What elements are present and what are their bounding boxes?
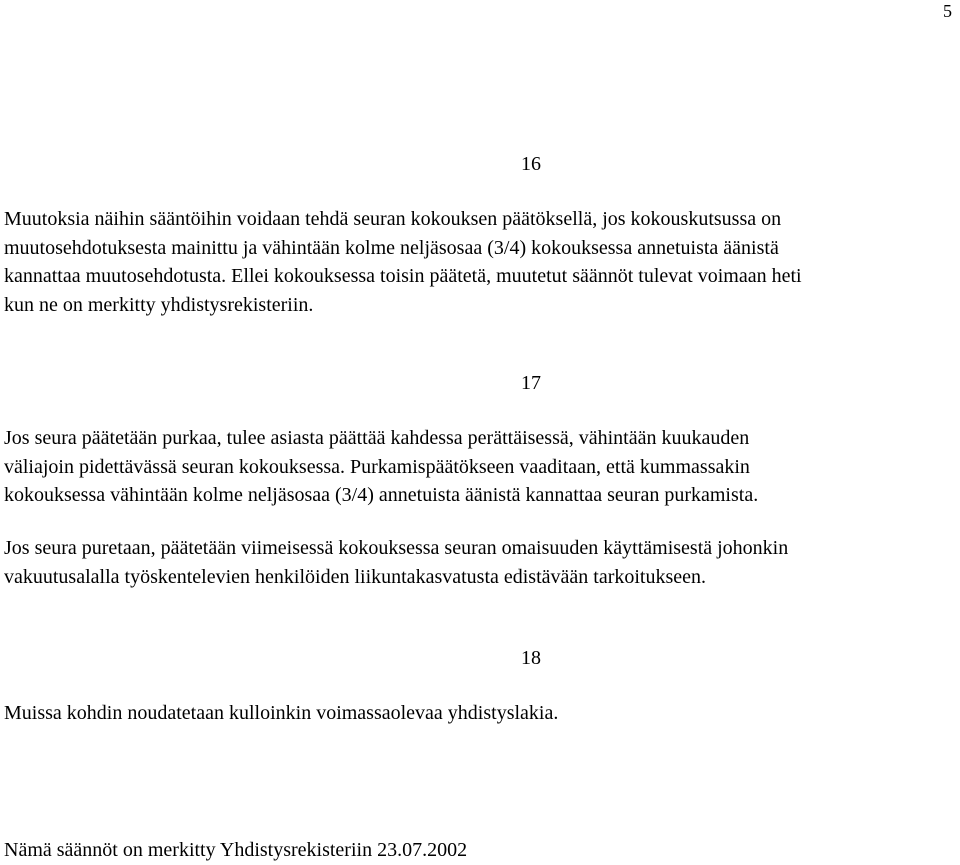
text-line: kokouksessa vähintään kolme neljäsosaa (3/4) annetuista äänistä kannattaa seuran purkamista. bbox=[4, 484, 759, 506]
text-line: kun ne on merkitty yhdistysrekisteriin. bbox=[4, 293, 314, 316]
text-line: Muutoksia näihin sääntöihin voidaan tehdä seuran kokouksen päätöksellä, jos kokouskutsussa on bbox=[4, 208, 782, 230]
text-line: Nämä säännöt on merkitty Yhdistysrekisteriin 23.07.2002 bbox=[4, 839, 468, 861]
section-number-17: 17 bbox=[521, 372, 541, 394]
text-line: Muissa kohdin noudatetaan kulloinkin voimassaolevaa yhdistyslakia. bbox=[4, 702, 559, 724]
registration-note bbox=[4, 836, 960, 865]
text-line: muutosehdotuksesta mainittu ja vähintään kolme neljäsosaa (3/4) kokouksessa annetuista äänistä bbox=[4, 236, 779, 259]
section-18-paragraph-1 bbox=[4, 699, 960, 728]
section-17-paragraph-2 bbox=[4, 534, 960, 591]
section-number-18: 18 bbox=[521, 647, 541, 669]
text-line: Jos seura puretaan, päätetään viimeisessä kokouksessa seuran omaisuuden käyttämisestä johonkin bbox=[4, 537, 789, 559]
text-line: väliajoin pidettävässä seuran kokouksessa. Purkamispäätökseen vaaditaan, että kummassakin bbox=[4, 455, 750, 478]
section-16-paragraph-1 bbox=[4, 205, 960, 319]
section-number-16: 16 bbox=[521, 153, 541, 175]
text-line: kannattaa muutosehdotusta. Ellei kokouksessa toisin päätetä, muutetut säännöt tulevat voimaan heti bbox=[4, 265, 802, 287]
text-line: vakuutusalalla työskentelevien henkilöiden liikuntakasvatusta edistävään tarkoitukseen. bbox=[4, 565, 707, 588]
section-17-paragraph-1 bbox=[4, 424, 960, 510]
text-line: Jos seura päätetään purkaa, tulee asiasta päättää kahdessa perättäisessä, vähintään kuukauden bbox=[4, 427, 750, 449]
page-number: 5 bbox=[943, 1, 952, 21]
